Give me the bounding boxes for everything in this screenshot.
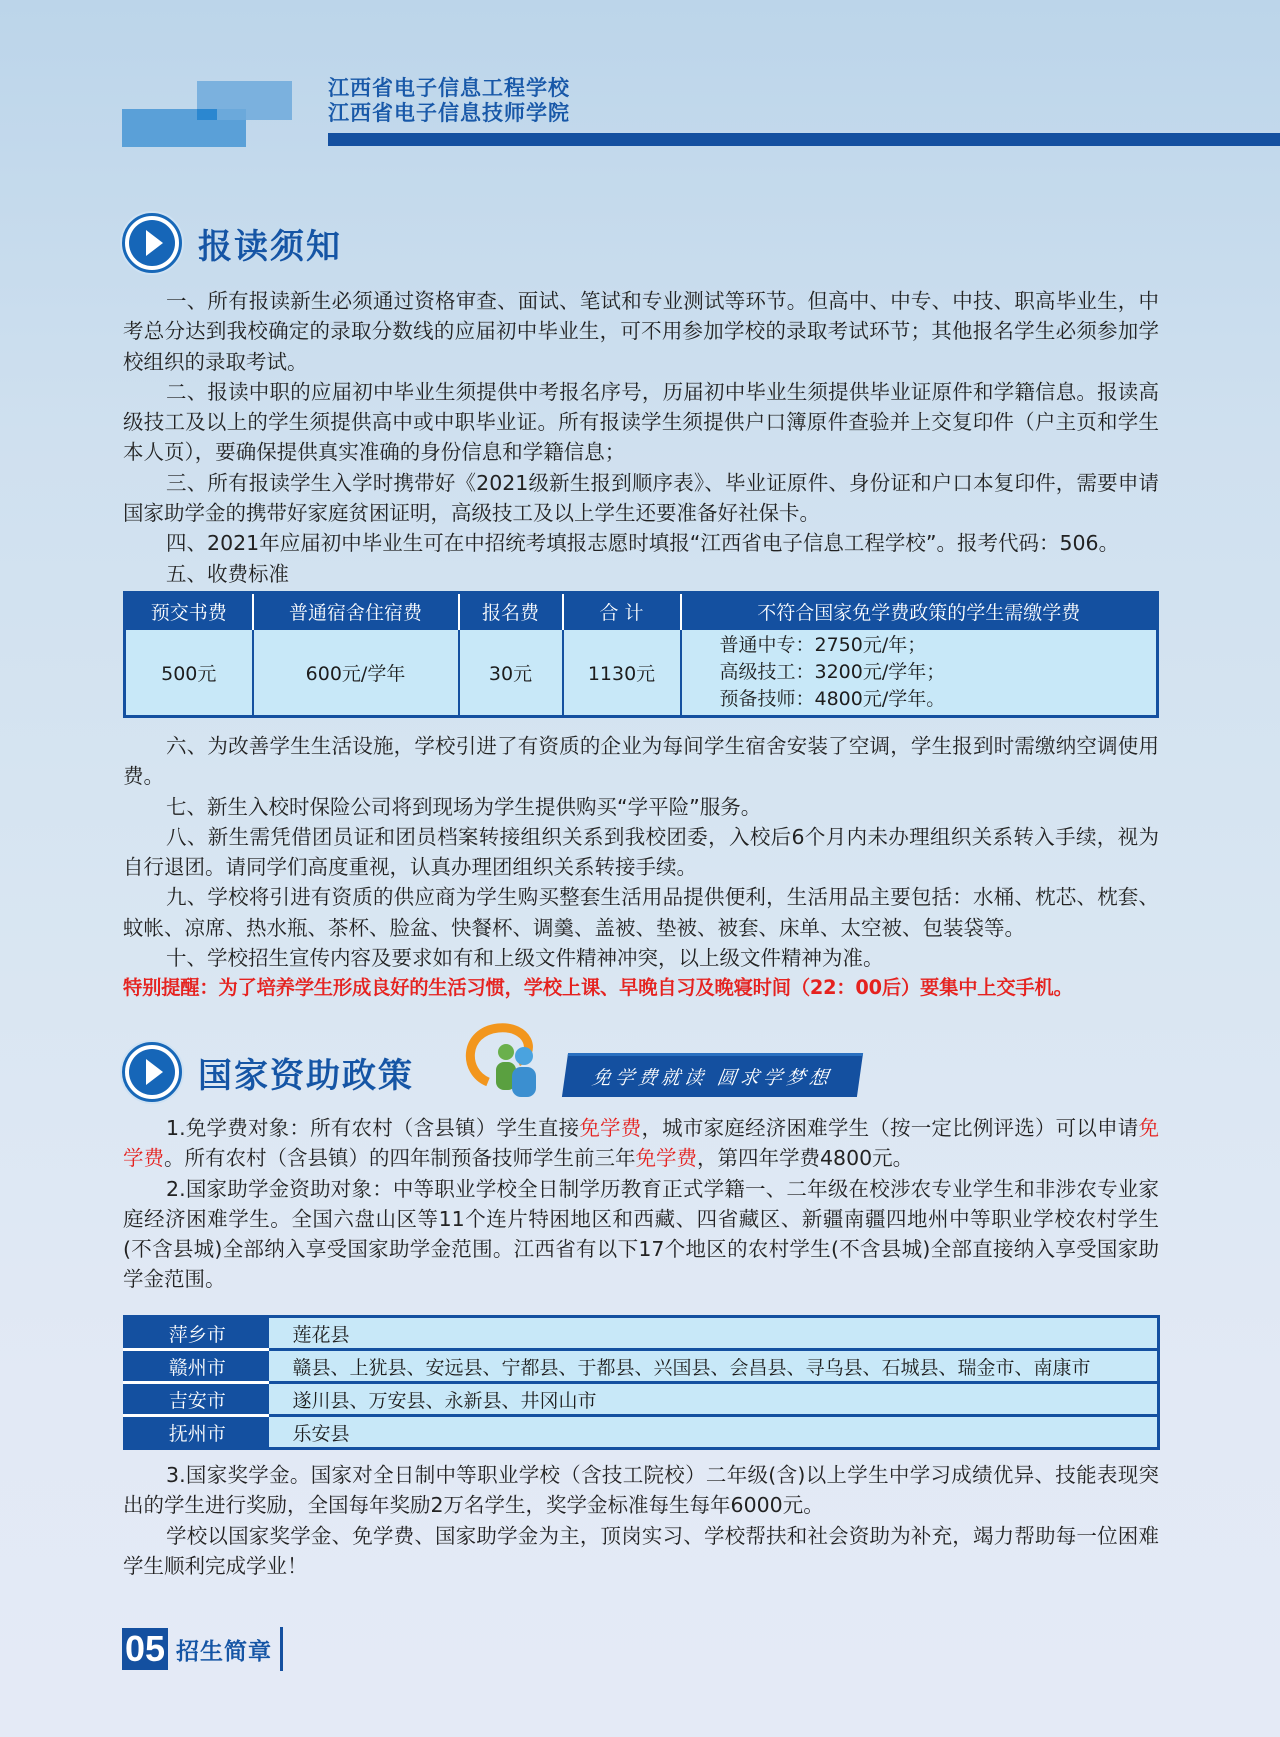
column-header: 报名费 [459, 593, 563, 630]
counties-cell: 赣县、上犹县、安远县、宁都县、于都县、兴国县、会昌县、寻乌县、石城县、瑞金市、南康市 [269, 1350, 1159, 1383]
highlight-text: 免学费 [635, 1146, 697, 1171]
city-cell: 抚州市 [125, 1416, 269, 1449]
counties-cell: 遂川县、万安县、永新县、井冈山市 [269, 1383, 1159, 1416]
paragraph: 六、为改善学生生活设施，学校引进了有资质的企业为每间学生宿舍安装了空调，学生报到时需缴纳空调使用费。 [123, 734, 1159, 789]
financial-aid-text-continued [123, 1460, 1159, 1581]
tuition-line: 预备技师：4800元/学年。 [719, 687, 946, 710]
paragraph: 二、报读中职的应届初中毕业生须提供中考报名序号，历届初中毕业生须提供毕业证原件和学籍信息。报读高级技工及以上的学生须提供高中或中职毕业证。所有报读学生须提供户口簿原件查验并上交复印件（户主页和学生本人页），要确保提供真实准确的身份信息和学籍信息； [123, 379, 1159, 465]
table-row [125, 1416, 1159, 1449]
counties-cell: 莲花县 [269, 1317, 1159, 1350]
paragraph [123, 1113, 1159, 1174]
header-bar [328, 133, 1280, 146]
table-row [125, 1317, 1159, 1350]
text-segment: 。所有农村（含县镇）的四年制预备技师学生前三年 [164, 1146, 636, 1171]
paragraph: 九、学校将引进有资质的供应商为学生购买整套生活用品提供便利，生活用品主要包括：水桶、枕芯、枕套、蚊帐、凉席、热水瓶、茶杯、脸盆、快餐杯、调羹、盖被、垫被、被套、床单、太空被、包装袋等。 [123, 885, 1159, 940]
paragraph: 八、新生需凭借团员证和团员档案转接组织关系到我校团委，入校后6个月内未办理组织关系转入手续，视为自行退团。请同学们高度重视，认真办理团组织关系转接手续。 [123, 824, 1159, 880]
table-row [125, 630, 1158, 717]
enrollment-notes-continued [123, 731, 1159, 1004]
paragraph: 三、所有报读学生入学时携带好《2021级新生报到顺序表》、毕业证原件、身份证和户口本复印件，需要申请国家助学金的携带好家庭贫困证明，高级技工及以上学生还要准备好社保卡。 [123, 470, 1159, 526]
table-cell: 1130元 [563, 630, 681, 717]
tuition-cell [681, 630, 1158, 717]
text-segment: ，城市家庭经济困难学生（按一定比例评选）可以申请 [641, 1116, 1139, 1140]
city-cell: 赣州市 [125, 1350, 269, 1383]
special-reminder: 特别提醒：为了培养学生形成良好的生活习惯，学校上课、早晚自习及晚寝时间（22：00后）要集中上交手机。 [123, 976, 1073, 1000]
highlight-text: 免学费 [123, 1116, 1160, 1171]
column-header: 不符合国家免学费政策的学生需缴学费 [681, 593, 1158, 630]
financial-aid-text [123, 1113, 1159, 1295]
page-number: 05 [122, 1628, 168, 1670]
tuition-line: 普通中专：2750元/年； [719, 633, 927, 656]
school-name: 江西省电子信息工程学校 江西省电子信息技师学院 [328, 76, 570, 125]
table-cell: 500元 [125, 630, 253, 717]
counties-cell: 乐安县 [269, 1416, 1159, 1449]
column-header: 预交书费 [125, 593, 253, 630]
column-header: 合 计 [563, 593, 681, 630]
table-row [125, 1350, 1159, 1383]
paragraph: 五、收费标准 [166, 561, 290, 586]
slogan-banner [562, 1053, 863, 1097]
paragraph: 一、所有报读新生必须通过资格审查、面试、笔试和专业测试等环节。但高中、中专、中技、职高毕业生，中考总分达到我校确定的录取分数线的应届初中毕业生，可不用参加学校的录取考试环节；其他报名学生必须参加学校组织的录取考试。 [123, 289, 1159, 374]
table-cell: 30元 [459, 630, 563, 717]
paragraph: 十、学校招生宣传内容及要求如有和上级文件精神冲突，以上级文件精神为准。 [166, 946, 884, 971]
column-header: 普通宿舍住宿费 [253, 593, 459, 630]
section-heading-enrollment [122, 213, 342, 273]
section-title: 报读须知 [198, 226, 342, 267]
paragraph: 学校以国家奖学金、免学费、国家助学金为主，顶岗实习、学校帮扶和社会资助为补充，竭力帮助每一位困难学生顺利完成学业！ [123, 1523, 1159, 1578]
enrollment-notes [123, 286, 1159, 589]
table-row [125, 1383, 1159, 1416]
fee-table [123, 591, 1159, 718]
paragraph: 3.国家奖学金。国家对全日制中等职业学校（含技工院校）二年级(含)以上学生中学习成绩优异、技能表现突出的学生进行奖励，全国每年奖励2万名学生，奖学金标准每生每年6000元。 [123, 1463, 1159, 1518]
page-footer [122, 1627, 283, 1671]
city-cell: 萍乡市 [125, 1317, 269, 1350]
footer-label: 招生简章 [176, 1638, 273, 1665]
slogan-text: 免学费就读 圆求学梦想 [590, 1067, 834, 1089]
text-segment: ，第四年学费4800元。 [697, 1146, 914, 1171]
table-header-row [125, 593, 1158, 630]
play-arrow-icon [122, 213, 182, 273]
text-segment: 1.免学费对象：所有农村（含县镇）学生直接 [166, 1116, 580, 1140]
section-heading-financial-aid [122, 1042, 414, 1102]
regions-table [123, 1315, 1160, 1450]
section-title: 国家资助政策 [198, 1055, 414, 1096]
paragraph: 2.国家助学金资助对象：中等职业学校全日制学历教育正式学籍一、二年级在校涉农专业学生和非涉农专业家庭经济困难学生。全国六盘山区等11个连片特困地区和西藏、四省藏区、新疆南疆四地州中等职业学校农村学生(不含县城)全部纳入享受国家助学金范围。江西省有以下17个地区的农村学生(不含县城)全部直接纳入享受国家助学金范围。 [123, 1176, 1159, 1292]
highlight-text: 免学费 [579, 1116, 642, 1140]
play-arrow-icon [122, 1042, 182, 1102]
header-decor-block [197, 109, 217, 120]
table-cell: 600元/学年 [253, 630, 459, 717]
tuition-line: 高级技工：3200元/学年； [719, 660, 946, 683]
paragraph: 七、新生入校时保险公司将到现场为学生提供购买“学平险”服务。 [166, 794, 762, 819]
footer-divider [280, 1627, 283, 1671]
city-cell: 吉安市 [125, 1383, 269, 1416]
paragraph: 四、2021年应届初中毕业生可在中招统考填报志愿时填报“江西省电子信息工程学校”。报考代码：506。 [166, 531, 1120, 556]
student-people-icon [458, 1022, 558, 1098]
